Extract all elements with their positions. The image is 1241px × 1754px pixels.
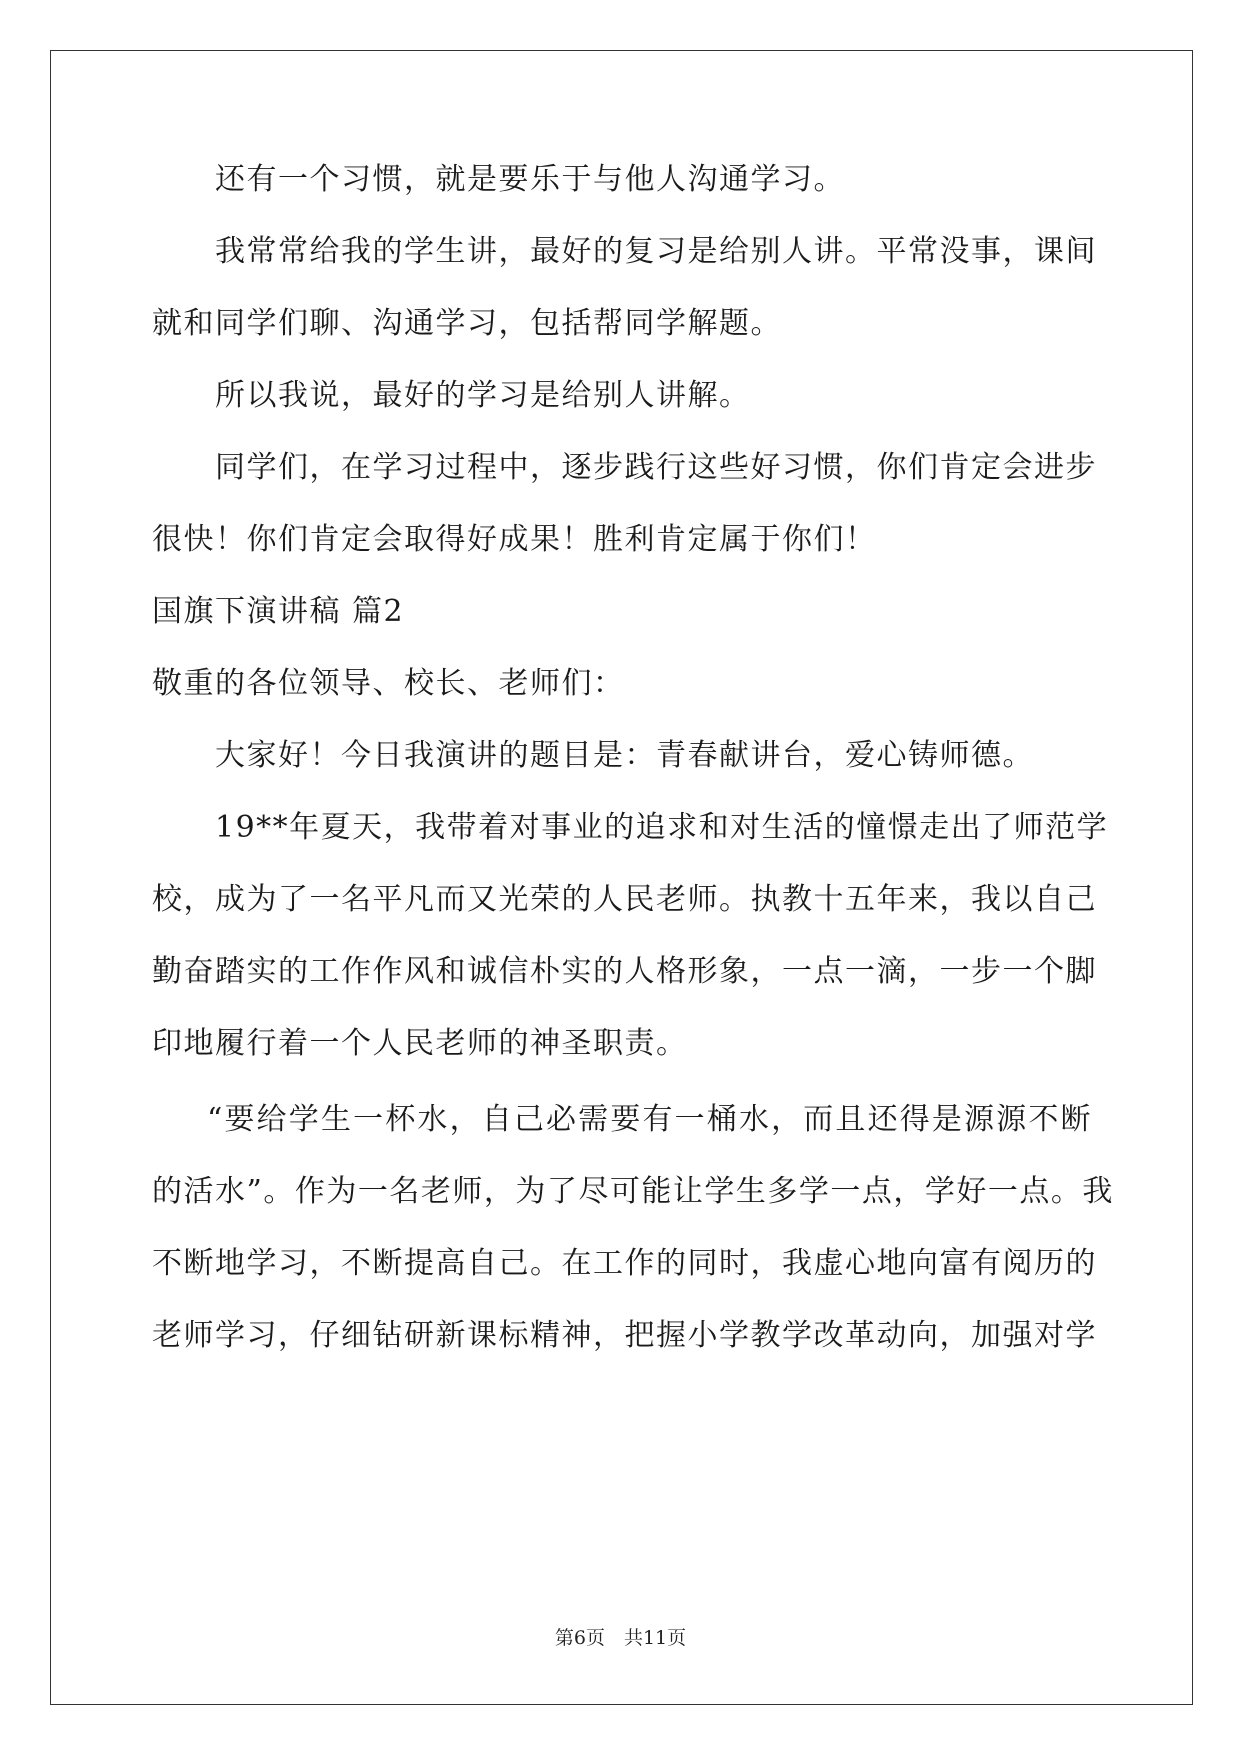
salutation: 敬重的各位领导、校长、老师们：	[152, 666, 625, 701]
paragraph-line: 大家好！今日我演讲的题目是：青春献讲台，爱心铸师德。	[215, 738, 1034, 773]
paragraph-line: 同学们，在学习过程中，逐步践行这些好习惯，你们肯定会进步	[215, 450, 1097, 485]
paragraph-line: 就和同学们聊、沟通学习，包括帮同学解题。	[152, 306, 782, 341]
paragraph-line: 老师学习，仔细钻研新课标精神，把握小学教学改革动向，加强对学	[152, 1318, 1097, 1353]
paragraph-line: “要给学生一杯水，自己必需要有一桶水，而且还得是源源不断	[207, 1102, 1092, 1137]
paragraph-line: 校，成为了一名平凡而又光荣的人民老师。执教十五年来，我以自己	[152, 882, 1097, 917]
paragraph-line: 还有一个习惯，就是要乐于与他人沟通学习。	[215, 162, 845, 197]
paragraph-line: 勤奋踏实的工作作风和诚信朴实的人格形象，一点一滴，一步一个脚	[152, 954, 1097, 989]
section-heading: 国旗下演讲稿 篇2	[152, 594, 405, 629]
paragraph-line: 印地履行着一个人民老师的神圣职责。	[152, 1026, 688, 1061]
paragraph-line: 所以我说，最好的学习是给别人讲解。	[215, 378, 751, 413]
paragraph-line: 很快！你们肯定会取得好成果！胜利肯定属于你们！	[152, 522, 877, 557]
paragraph-line: 的活水”。作为一名老师，为了尽可能让学生多学一点，学好一点。我	[152, 1174, 1114, 1209]
paragraph-line: 不断地学习，不断提高自己。在工作的同时，我虚心地向富有阅历的	[152, 1246, 1097, 1281]
paragraph-line: 我常常给我的学生讲，最好的复习是给别人讲。平常没事，课间	[215, 234, 1097, 269]
paragraph-line: 19**年夏天，我带着对事业的追求和对生活的憧憬走出了师范学	[215, 810, 1109, 845]
page-border	[50, 50, 1193, 1705]
page-number-footer: 第6页 共11页	[554, 1627, 687, 1649]
